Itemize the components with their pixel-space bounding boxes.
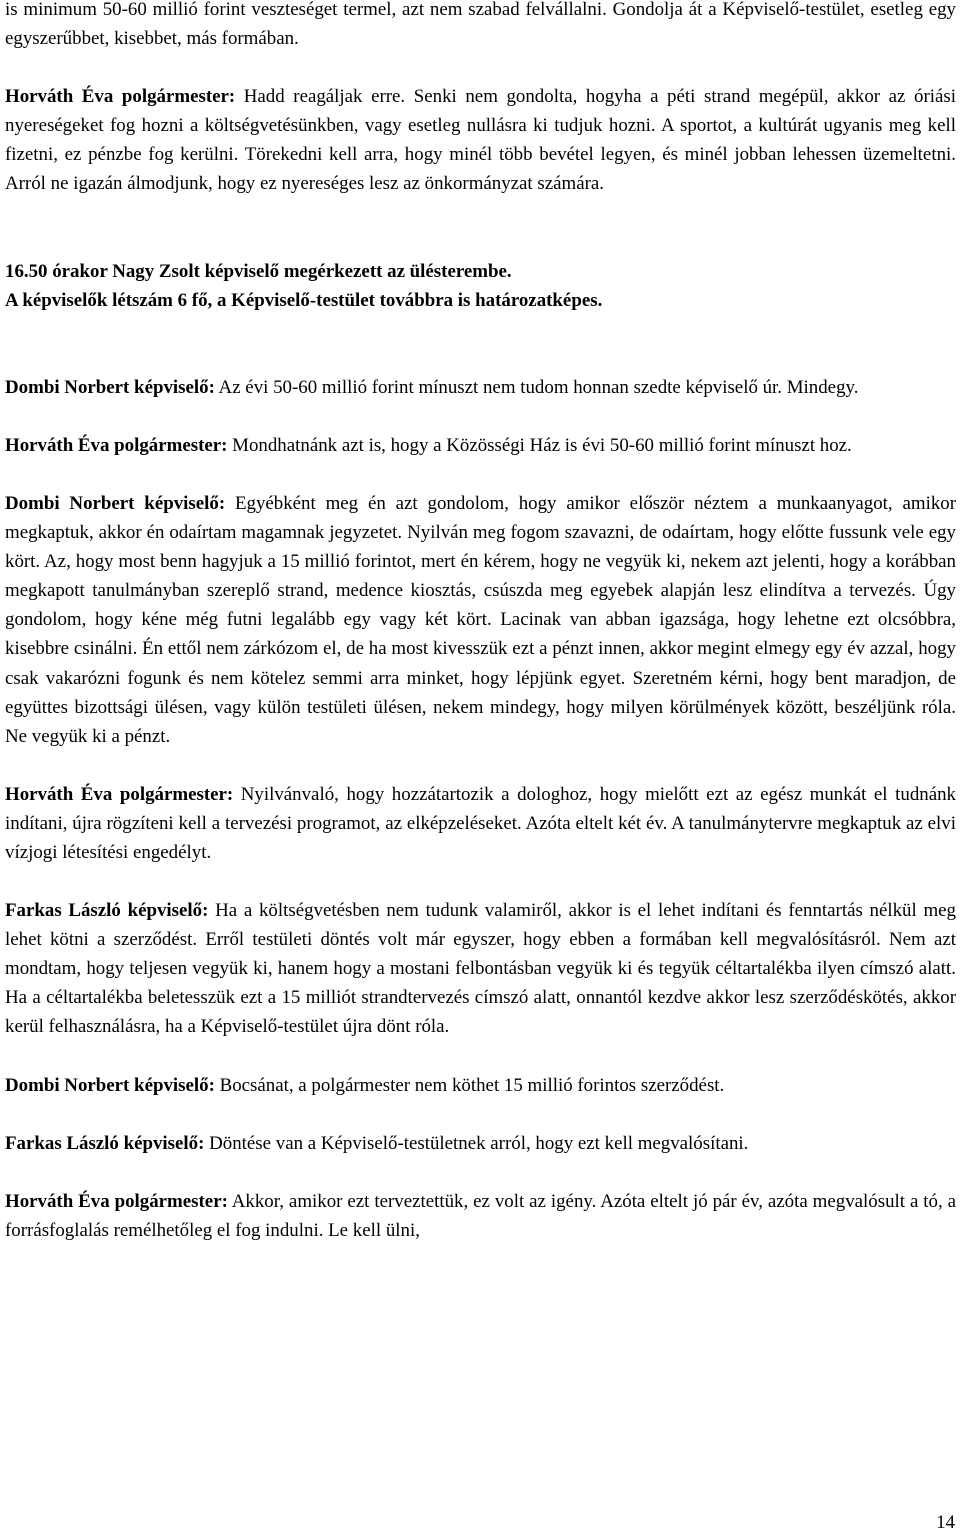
paragraph-speech [5, 896, 956, 1041]
speech-text: Egyébként meg én azt gondolom, hogy amikor először néztem a munkaanyagot, amikor megkaptuk, akkor én odaírtam magamnak jegyzetet. Nyilván meg fogom szavazni, de odaírtam, hogy előtte fussunk vele egy kört. Az, hogy most benn hagyjuk a 15 millió forintot, mert én kérem, hogy ne vegyük ki, nekem azt jelenti, hogy a korábban megkapott tanulmányban szereplő strand, medence kiosztás, csúszda meg egyebek alapján lesz elindítva a tervezés. Úgy gondolom, hogy kéne még futni legalább egy vagy két kört. Lacinak van abban igazsága, hogy lehetne ezt olcsóbbra, kisebbre csinálni. Én ettől nem zárkózom el, de ha most kivesszük ezt a pénzt innen, akkor megint elmegy egy év azzal, hogy csak vakarózni fogunk és nem kötelez semmi arra minket, hogy lépjünk egyet. Szeretném kérni, hogy bent maradjon, de együttes bizottsági ülésen, vagy külön testületi ülésen, nekem mindegy, hogy milyen körülmények között, beszéljünk róla. Ne vegyük ki a pénzt. [5, 492, 956, 747]
speech-text: Döntése van a Képviselő-testületnek arról, hogy ezt kell megvalósítani. [204, 1132, 749, 1154]
speech-text: Az évi 50-60 millió forint mínuszt nem tudom honnan szedte képviselő úr. Mindegy. [214, 376, 859, 398]
paragraph-continuation [5, 0, 956, 53]
attendance-line-quorum: A képviselők létszám 6 fő, a Képviselő-testület továbbra is határozatképes. [5, 289, 603, 311]
attendance-note [5, 257, 956, 315]
paragraph-speech [5, 373, 956, 402]
speech-text: Akkor, amikor ezt terveztettük, ez volt az igény. Azóta eltelt jó pár év, azóta megvalósult a tó, a forrásfoglalás remélhetőleg el fog indulni. Le kell ülni, [5, 1190, 956, 1241]
speaker-name: Farkas László képviselő: [5, 900, 209, 922]
speaker-name: Horváth Éva polgármester: [5, 434, 228, 456]
speaker-name: Horváth Éva polgármester: [5, 783, 234, 805]
speech-text: Mondhatnánk azt is, hogy a Közösségi Ház is évi 50-60 millió forint mínuszt hoz. [227, 434, 852, 456]
attendance-line-arrival: 16.50 órakor Nagy Zsolt képviselő megérkezett az ülésterembe. [5, 260, 512, 282]
speech-text: Nyilvánvaló, hogy hozzátartozik a dologhoz, hogy mielőtt ezt az egész munkát el tudnánk indítani, újra rögzíteni kell a tervezési programot, az elképzeléseket. Azóta eltelt két év. A tanulmánytervre megkaptuk az elvi vízjogi létesítési engedélyt. [5, 783, 956, 863]
paragraph-text: is minimum 50-60 millió forint veszteséget termel, azt nem szabad felvállalni. Gondolja át a Képviselő-testület, esetleg egy egyszerűbbet, kisebbet, más formában. [5, 0, 956, 50]
paragraph-speech [5, 1071, 956, 1100]
page-number: 14 [936, 1512, 955, 1533]
speaker-name: Dombi Norbert képviselő: [5, 492, 226, 514]
paragraph-speech [5, 1129, 956, 1158]
speaker-name: Dombi Norbert képviselő: [5, 1074, 215, 1096]
speech-text: Hadd reagáljak erre. Senki nem gondolta, hogyha a péti strand megépül, akkor az óriási nyereségeket fog hozni a költségvetésünkben, vagy esetleg nullásra ki tudjuk hozni. A sportot, a kultúrát ugyanis meg kell fizetni, ez pénzbe fog kerülni. Törekedni kell arra, hogy minél több bevétel legyen, és minél jobban lehessen üzemeltetni. Arról ne igazán álmodjunk, hogy ez nyereséges lesz az önkormányzat számára. [5, 86, 957, 195]
speaker-name: Farkas László képviselő: [5, 1132, 205, 1154]
speaker-name: Horváth Éva polgármester: [5, 86, 236, 108]
speaker-name: Horváth Éva polgármester: [5, 1190, 228, 1212]
document-body [5, 0, 956, 1245]
paragraph-speech [5, 431, 956, 460]
paragraph-speech [5, 780, 956, 867]
paragraph-speech [5, 1187, 956, 1245]
paragraph-speech [5, 82, 956, 198]
speech-text: Ha a költségvetésben nem tudunk valamiről, akkor is el lehet indítani és fenntartás nélkül meg lehet kötni a szerződést. Erről testületi döntés volt már egyszer, hogy ebben a formában kell megvalósításról. Nem azt mondtam, hogy teljesen vegyük ki, hanem hogy a mostani felbontásban vegyük ki és tegyük céltartalékba ilyen címszó alatt. Ha a céltartalékba beletesszük ezt a 15 milliót strandtervezés címszó alatt, onnantól kezdve akkor lesz szerződéskötés, akkor kerül felhasználásra, ha a Képviselő-testület újra dönt róla. [5, 900, 956, 1038]
speech-text: Bocsánat, a polgármester nem köthet 15 millió forintos szerződést. [214, 1074, 725, 1096]
paragraph-speech [5, 489, 956, 751]
speaker-name: Dombi Norbert képviselő: [5, 376, 215, 398]
